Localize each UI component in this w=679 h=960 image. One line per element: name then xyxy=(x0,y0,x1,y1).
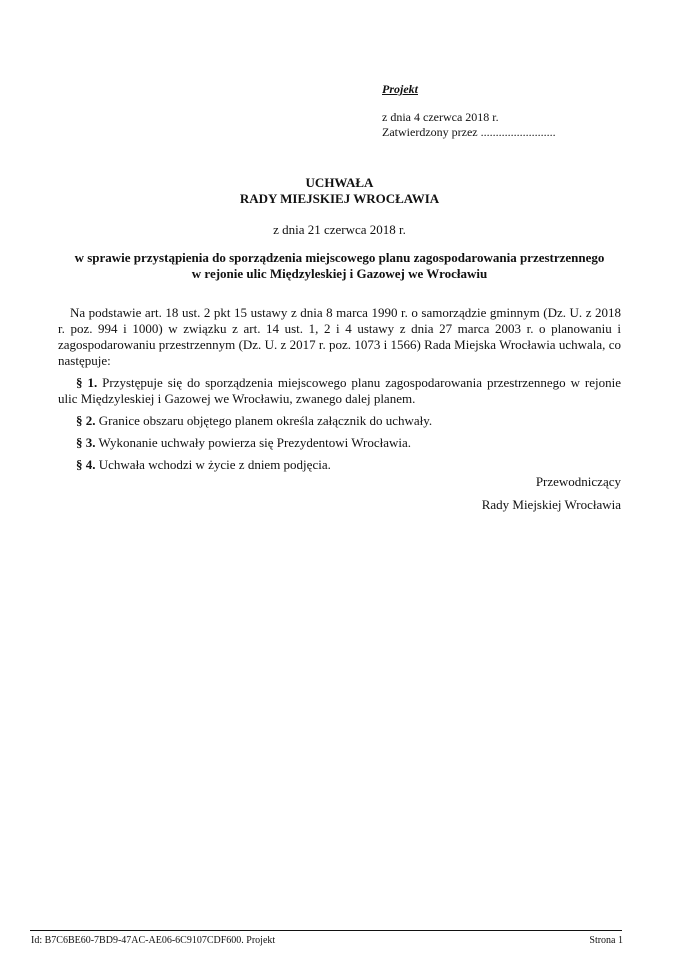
legal-basis-paragraph: Na podstawie art. 18 ust. 2 pkt 15 ustawy z dnia 8 marca 1990 r. o samorządzie gminnym (Dz. U. z 2018 r. poz. 994 i 1000) w związku z art. 14 ust. 1, 2 i 4 ustawy z dnia 27 marca 2003 r. o planowaniu i zagospodarowaniu przestrzennym (Dz. U. z 2017 r. poz. 1073 i 1566) Rada Miejska Wrocławia uchwala, co następuje: xyxy=(58,305,621,368)
paragraph-text: Wykonanie uchwały powierza się Prezydentowi Wrocławia. xyxy=(95,435,412,450)
header-approved: Zatwierdzony przez ......................... xyxy=(382,125,556,139)
header-date: z dnia 4 czerwca 2018 r. xyxy=(382,110,499,124)
title-line-1: UCHWAŁA xyxy=(305,175,374,190)
header-meta xyxy=(382,110,556,140)
paragraph-text: Przystępuje się do sporządzenia miejscowego planu zagospodarowania przestrzennego w rejonie ulic Międzyleskiej i Gazowej we Wrocławiu, zwanego dalej planem. xyxy=(58,375,621,406)
signature-block xyxy=(482,470,621,516)
resolution-subject xyxy=(0,250,679,282)
signature-title: Przewodniczący xyxy=(535,474,621,489)
resolution-date: z dnia 21 czerwca 2018 r. xyxy=(273,222,406,237)
paragraph-3 xyxy=(58,435,621,451)
subject-line-2: w rejonie ulic Międzyleskiej i Gazowej we Wrocławiu xyxy=(191,266,488,281)
footer-document-id: Id: B7C6BE60-7BD9-47AC-AE06-6C9107CDF600. Projekt xyxy=(31,935,276,946)
footer-page-number: Strona 1 xyxy=(589,935,623,946)
paragraph-number: § 1. xyxy=(76,375,98,390)
subject-line-1: w sprawie przystąpienia do sporządzenia miejscowego planu zagospodarowania przestrzennego xyxy=(74,250,605,265)
paragraph-text: Granice obszaru objętego planem określa załącznik do uchwały. xyxy=(95,413,433,428)
paragraph-text: Uchwała wchodzi w życie z dniem podjęcia. xyxy=(95,457,331,472)
paragraph-number: § 3. xyxy=(76,435,96,450)
resolution-title xyxy=(0,175,679,207)
resolution-body xyxy=(58,305,621,479)
paragraph-1 xyxy=(58,375,621,407)
paragraph-number: § 4. xyxy=(76,457,96,472)
paragraph-number: § 2. xyxy=(76,413,96,428)
signature-body: Rady Miejskiej Wrocławia xyxy=(481,497,621,512)
title-line-2: RADY MIEJSKIEJ WROCŁAWIA xyxy=(239,191,440,206)
projekt-label: Projekt xyxy=(382,82,418,96)
paragraph-2 xyxy=(58,413,621,429)
footer-divider xyxy=(30,930,622,931)
